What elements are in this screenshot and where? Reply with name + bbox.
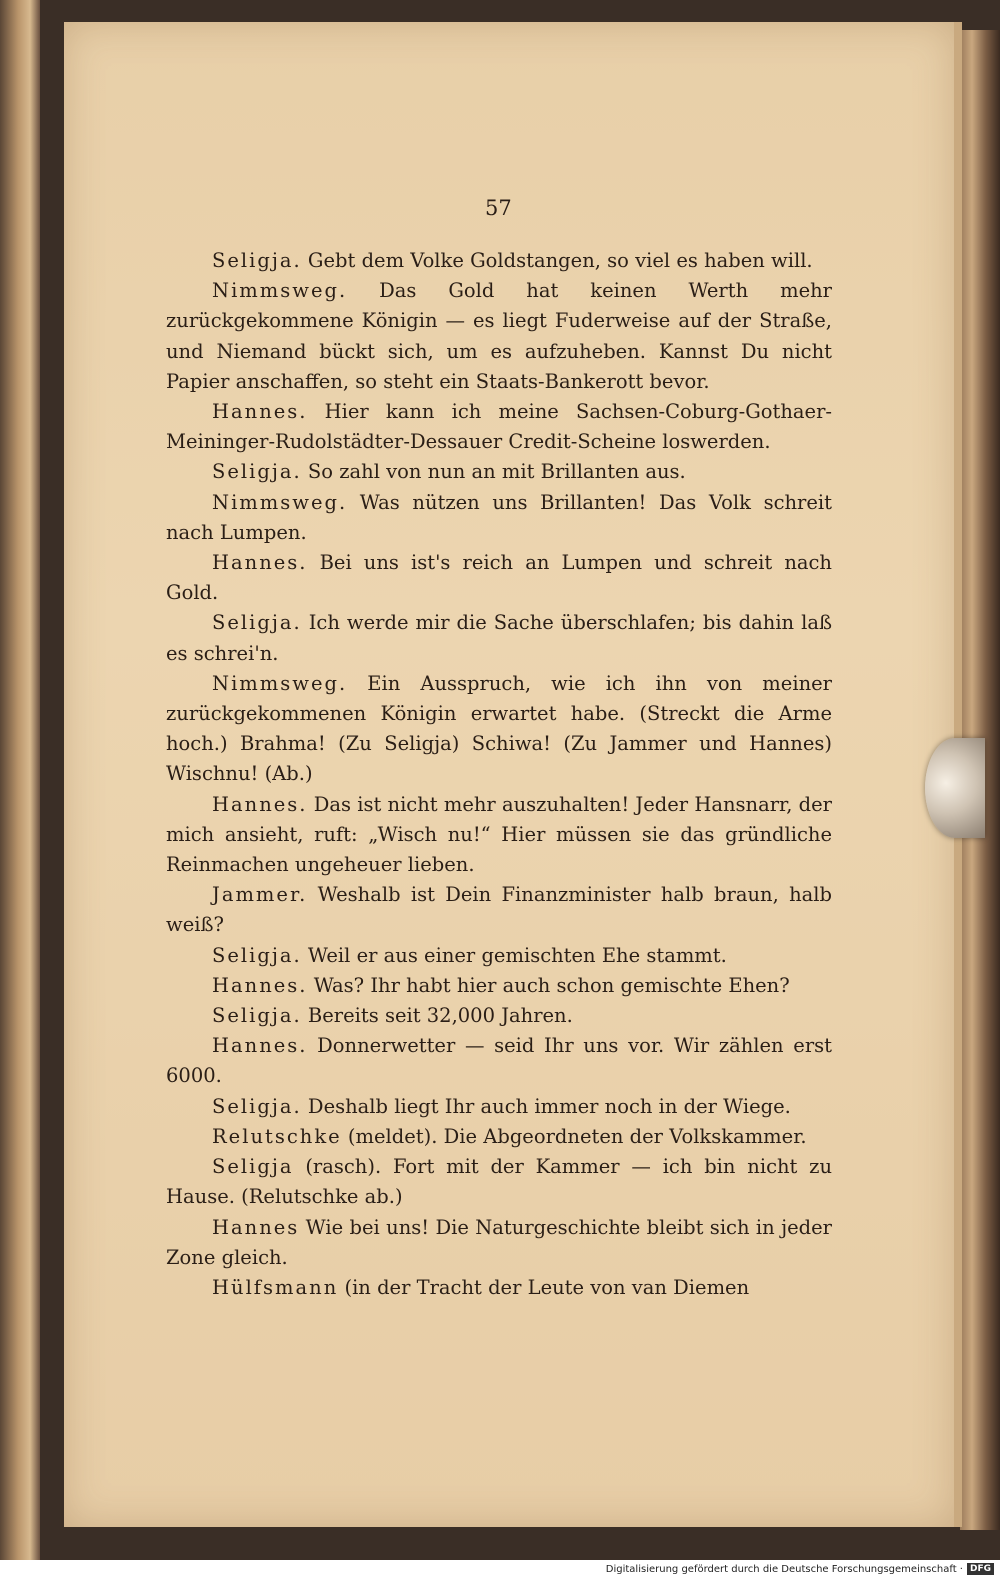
dialogue-paragraph xyxy=(166,276,832,397)
dialogue-text: Bereits seit 32,000 Jahren. xyxy=(301,1004,573,1028)
page-number: 57 xyxy=(485,196,512,220)
speaker-name: Seligja. xyxy=(212,460,302,484)
dialogue-paragraph xyxy=(166,488,832,548)
dialogue-text: (rasch). Fort mit der Kammer — ich bin nicht zu Hause. (Relutschke ab.) xyxy=(166,1155,832,1209)
speaker-name: Relutschke xyxy=(212,1124,342,1148)
speaker-name: Seligja xyxy=(212,1155,294,1179)
speaker-name: Hülfsmann xyxy=(212,1275,339,1299)
dialogue-text: Weil er aus einer gemischten Ehe stammt. xyxy=(301,943,727,967)
page-text xyxy=(166,246,832,1303)
dialogue-paragraph xyxy=(166,1031,832,1091)
dialogue-paragraph xyxy=(166,1092,832,1122)
speaker-name: Seligja. xyxy=(212,1004,302,1028)
speaker-name: Seligja. xyxy=(212,1094,302,1118)
dialogue-paragraph xyxy=(166,548,832,608)
dialogue-paragraph xyxy=(166,608,832,668)
dialogue-text: Donnerwetter — seid Ihr uns vor. Wir zählen erst 6000. xyxy=(166,1034,832,1088)
speaker-name: Nimmsweg. xyxy=(212,671,348,695)
speaker-name: Hannes. xyxy=(212,973,308,997)
speaker-name: Jammer. xyxy=(212,883,308,907)
dialogue-text: Ein Ausspruch, wie ich ihn von meiner zurückgekommenen Königin erwartet habe. (Streckt die Arme hoch.) Brahma! (Zu Seligja) Schiwa! (Zu Jammer und Hannes) Wischnu! (Ab.) xyxy=(166,671,832,786)
digitization-footer xyxy=(0,1560,1000,1579)
speaker-name: Hannes. xyxy=(212,400,308,424)
dialogue-paragraph xyxy=(166,669,832,790)
dialogue-paragraph xyxy=(166,880,832,940)
dialogue-paragraph xyxy=(166,1001,832,1031)
dialogue-text: So zahl von nun an mit Brillanten aus. xyxy=(301,460,686,484)
book-spine-edge xyxy=(0,0,40,1560)
dialogue-text: (in der Tracht der Leute von van Diemen xyxy=(338,1275,750,1299)
dialogue-paragraph xyxy=(166,1152,832,1212)
dialogue-paragraph xyxy=(166,941,832,971)
speaker-name: Seligja. xyxy=(212,943,302,967)
speaker-name: Hannes. xyxy=(212,551,308,575)
dialogue-paragraph xyxy=(166,457,832,487)
speaker-name: Hannes. xyxy=(212,792,308,816)
dialogue-text: Was? Ihr habt hier auch schon gemischte Ehen? xyxy=(307,973,790,997)
speaker-name: Seligja. xyxy=(212,249,302,272)
dialogue-paragraph xyxy=(166,790,832,881)
dialogue-text: Bei uns ist's reich an Lumpen und schreit nach Gold. xyxy=(166,551,832,605)
page-clip xyxy=(925,738,985,838)
speaker-name: Hannes. xyxy=(212,1034,308,1058)
dialogue-text: Wie bei uns! Die Naturgeschichte bleibt sich in jeder Zone gleich. xyxy=(166,1215,832,1269)
speaker-name: Nimmsweg. xyxy=(212,490,348,514)
dialogue-paragraph xyxy=(166,397,832,457)
dialogue-paragraph xyxy=(166,246,832,276)
dialogue-paragraph xyxy=(166,1213,832,1273)
speaker-name: Seligja. xyxy=(212,611,302,635)
dialogue-text: Ich werde mir die Sache überschlafen; bis dahin laß es schrei'n. xyxy=(166,611,832,665)
dialogue-text: Deshalb liegt Ihr auch immer noch in der Wiege. xyxy=(301,1094,791,1118)
funding-note: Digitalisierung gefördert durch die Deutsche Forschungsgemeinschaft · xyxy=(605,1564,963,1575)
dialogue-paragraph xyxy=(166,1273,832,1303)
dialogue-text: Das Gold hat keinen Werth mehr zurückgekommene Königin — es liegt Fuderweise auf der Straße, und Niemand bückt sich, um es aufzuheben. Kannst Du nicht Papier anschaffen, so steht ein Staats-Bankerott bevor. xyxy=(166,279,832,393)
dialogue-text: Weshalb ist Dein Finanzminister halb braun, halb weiß? xyxy=(166,883,832,937)
speaker-name: Hannes xyxy=(212,1215,300,1239)
dialogue-text: Hier kann ich meine Sachsen-Coburg-Gothaer-Meininger-Rudolstädter-Dessauer Credit-Scheine loswerden. xyxy=(166,400,832,454)
dialogue-text: Was nützen uns Brillanten! Das Volk schreit nach Lumpen. xyxy=(166,490,832,544)
dialogue-text: (meldet). Die Abgeordneten der Volkskammer. xyxy=(341,1124,807,1148)
dialogue-text: Das ist nicht mehr auszuhalten! Jeder Hansnarr, der mich ansieht, ruft: „Wisch nu!“ Hier müssen sie das gründliche Reinmachen ungeheuer lieben. xyxy=(166,792,832,877)
dialogue-text: Gebt dem Volke Goldstangen, so viel es haben will. xyxy=(301,249,813,272)
speaker-name: Nimmsweg. xyxy=(212,279,348,303)
dialogue-paragraph xyxy=(166,1122,832,1152)
dialogue-paragraph xyxy=(166,971,832,1001)
dfg-logo: DFG xyxy=(967,1563,994,1575)
